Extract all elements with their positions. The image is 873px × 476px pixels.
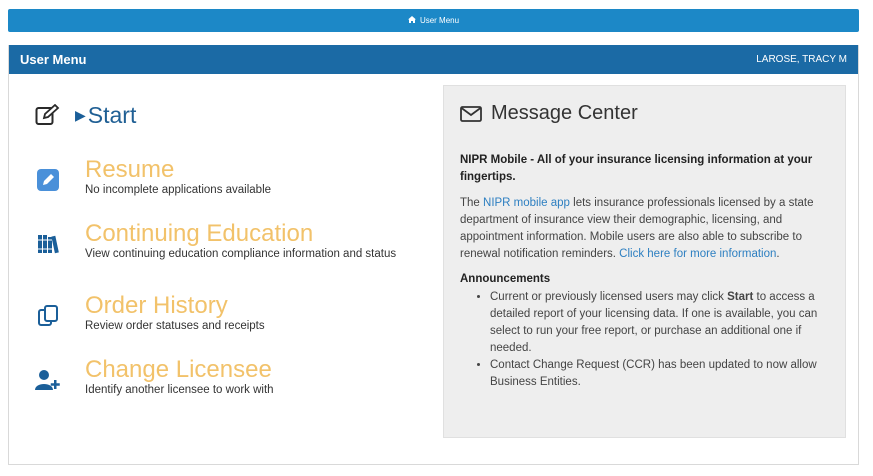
menu-desc-change-licensee: Identify another licensee to work with [85, 384, 274, 396]
announcements-list [460, 289, 829, 391]
menu-item-change-licensee[interactable] [35, 357, 435, 397]
menu-desc-continuing-education: View continuing education compliance information and status [85, 248, 397, 260]
announcements-title: Announcements [460, 273, 551, 285]
current-user-name: LAROSE, TRACY M [756, 54, 847, 65]
menu-desc-resume: No incomplete applications available [85, 184, 272, 196]
para-suffix: . [776, 248, 780, 260]
menu-list [35, 95, 425, 396]
menu-desc-order-history: Review order statuses and receipts [85, 320, 265, 332]
ann1-suffix: to access a detailed report of your licensing data. If one is available, you can select to run your free report, or purchase an additional one if needed. [490, 291, 818, 354]
menu-title-resume: Resume [85, 156, 175, 183]
message-headline: NIPR Mobile - All of your insurance licensing information at your fingertips. [460, 154, 813, 183]
add-user-icon [35, 367, 61, 393]
para-prefix: The [460, 197, 484, 209]
message-paragraph [460, 195, 829, 263]
top-user-menu-bar[interactable] [8, 9, 859, 32]
menu-title-order-history: Order History [85, 292, 228, 319]
top-user-menu-label: User Menu [419, 16, 460, 25]
menu-title-change-licensee: Change Licensee [85, 356, 272, 383]
menu-item-order-history[interactable] [35, 293, 435, 333]
panel-title: User Menu [20, 52, 87, 67]
message-center-header [460, 102, 829, 125]
announcement-item [490, 289, 829, 357]
user-menu-panel [8, 45, 859, 465]
para-middle: lets insurance professionals licensed by a state department of insurance view their demographic, licensing, and appointment information. Mobile users are also able to subscribe to renewal notification reminders. [460, 197, 814, 260]
start-label: Start [87, 101, 137, 128]
announcement-item: • Contact Change Request (CCR) has been updated to now allow Business Entities. [490, 357, 829, 391]
books-icon [35, 231, 61, 257]
panel-header [9, 45, 858, 74]
ann1-prefix: Current or previously licensed users may click [490, 291, 728, 303]
pencil-square-icon [35, 167, 61, 193]
home-icon [408, 16, 416, 25]
nipr-mobile-app-link[interactable]: NIPR mobile app [483, 197, 570, 209]
edit-icon [35, 104, 61, 126]
menu-item-resume[interactable] [35, 157, 435, 197]
caret-right-icon: ▶ [75, 106, 86, 123]
menu-item-continuing-education[interactable] [35, 221, 435, 261]
envelope-icon [460, 106, 482, 122]
message-center [443, 85, 846, 438]
menu-title-continuing-education: Continuing Education [85, 220, 314, 247]
copy-documents-icon [35, 303, 61, 329]
message-center-title: Message Center [491, 102, 638, 124]
more-information-link[interactable]: Click here for more information [619, 248, 777, 260]
ann1-bold: Start [727, 291, 754, 303]
start-link[interactable] [35, 95, 425, 135]
